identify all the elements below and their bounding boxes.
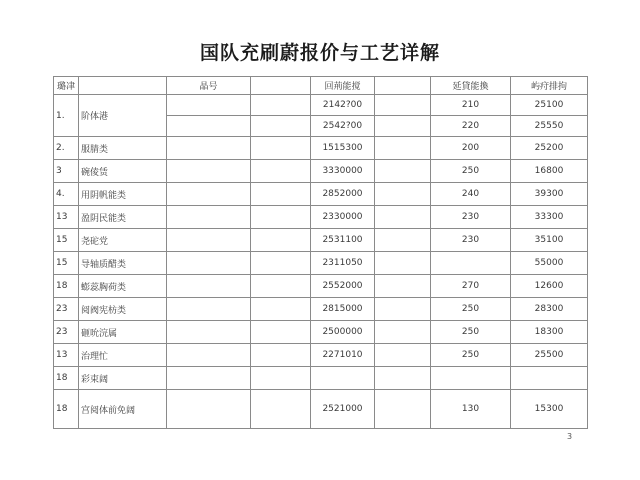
cell-value: 25200 [511, 137, 588, 160]
cell-empty [167, 275, 251, 298]
cell-empty [251, 298, 311, 321]
cell-value: 18300 [511, 321, 588, 344]
table-row [54, 183, 588, 206]
cell-empty [251, 229, 311, 252]
cell-seq: 13 [54, 344, 79, 367]
cell-value: 200 [431, 137, 511, 160]
cell-seq: 13 [54, 206, 79, 229]
cell-name: 治理忙 [79, 344, 167, 367]
cell-name: 彩束阔 [79, 367, 167, 390]
cell-empty [167, 160, 251, 183]
cell-empty [167, 344, 251, 367]
cell-value: 33300 [511, 206, 588, 229]
cell-name: 蟛蕊胸荷类 [79, 275, 167, 298]
cell-empty [167, 252, 251, 275]
cell-empty [167, 137, 251, 160]
cell-value: 250 [431, 160, 511, 183]
cell-seq: 4. [54, 183, 79, 206]
table-row [54, 252, 588, 275]
cell-empty [375, 116, 431, 137]
cell-empty [167, 116, 251, 137]
cell-code: 1515300 [311, 137, 375, 160]
cell-value: 270 [431, 275, 511, 298]
cell-empty [167, 183, 251, 206]
cell-empty [375, 137, 431, 160]
cell-empty [375, 367, 431, 390]
cell-code: 2552000 [311, 275, 375, 298]
cell-value: 35100 [511, 229, 588, 252]
cell-empty [251, 275, 311, 298]
table-row [54, 367, 588, 390]
cell-seq: 1. [54, 95, 79, 137]
cell-code: 2500000 [311, 321, 375, 344]
col-header-name [79, 77, 167, 95]
cell-seq: 3 [54, 160, 79, 183]
cell-empty [251, 252, 311, 275]
cell-empty [167, 390, 251, 429]
cell-seq: 18 [54, 390, 79, 429]
cell-name: 尧砣党 [79, 229, 167, 252]
cell-empty [375, 321, 431, 344]
col-header-blank2 [375, 77, 431, 95]
cell-empty [167, 367, 251, 390]
cell-empty [375, 298, 431, 321]
cell-empty [167, 321, 251, 344]
cell-name: 阶体港 [79, 95, 167, 137]
table-row [54, 229, 588, 252]
cell-code: 2815000 [311, 298, 375, 321]
cell-seq: 23 [54, 321, 79, 344]
col-header-price3: 屿疛排拘 [511, 77, 588, 95]
cell-value [431, 252, 511, 275]
cell-empty [375, 183, 431, 206]
table-row [54, 206, 588, 229]
cell-value: 250 [431, 298, 511, 321]
cell-value [511, 367, 588, 390]
cell-code: 3330000 [311, 160, 375, 183]
cell-value: 25500 [511, 344, 588, 367]
cell-name: 用阴帆能类 [79, 183, 167, 206]
cell-value: 250 [431, 321, 511, 344]
col-header-price2: 延貸能換 [431, 77, 511, 95]
cell-empty [167, 298, 251, 321]
col-header-price1: 回荊能搅 [311, 77, 375, 95]
cell-empty [167, 229, 251, 252]
cell-code: 2142?00 [311, 95, 375, 116]
col-header-seq: 璐冿 [54, 77, 79, 95]
cell-seq: 18 [54, 367, 79, 390]
cell-empty [251, 206, 311, 229]
cell-seq: 18 [54, 275, 79, 298]
price-table [53, 76, 588, 429]
table-row [54, 137, 588, 160]
table-row [54, 390, 588, 429]
cell-empty [251, 321, 311, 344]
cell-empty [375, 95, 431, 116]
page-title: 国队充刷蔚报价与工艺详解 [199, 42, 440, 64]
cell-code: 2521000 [311, 390, 375, 429]
cell-value: 15300 [511, 390, 588, 429]
cell-code [311, 367, 375, 390]
cell-empty [375, 206, 431, 229]
cell-code: 2852000 [311, 183, 375, 206]
table-row [54, 298, 588, 321]
table-row [54, 95, 588, 116]
cell-empty [167, 95, 251, 116]
table-row [54, 321, 588, 344]
cell-empty [251, 183, 311, 206]
cell-empty [167, 206, 251, 229]
table-row [54, 344, 588, 367]
cell-name: 服腈类 [79, 137, 167, 160]
cell-seq: 15 [54, 229, 79, 252]
header-row [54, 77, 588, 95]
cell-code: 2531100 [311, 229, 375, 252]
cell-value: 25100 [511, 95, 588, 116]
cell-code: 2542?00 [311, 116, 375, 137]
cell-code: 2271010 [311, 344, 375, 367]
table-row [54, 275, 588, 298]
cell-name: 宫阅体前免阔 [79, 390, 167, 429]
cell-value: 230 [431, 229, 511, 252]
cell-value: 25550 [511, 116, 588, 137]
cell-seq: 23 [54, 298, 79, 321]
cell-empty [251, 137, 311, 160]
cell-value: 250 [431, 344, 511, 367]
cell-name: 盈阴民能类 [79, 206, 167, 229]
cell-value: 16800 [511, 160, 588, 183]
cell-value [431, 367, 511, 390]
cell-value: 39300 [511, 183, 588, 206]
cell-value: 28300 [511, 298, 588, 321]
cell-empty [251, 344, 311, 367]
cell-empty [375, 344, 431, 367]
cell-empty [251, 95, 311, 116]
cell-empty [375, 390, 431, 429]
cell-empty [375, 252, 431, 275]
cell-value: 240 [431, 183, 511, 206]
cell-empty [375, 229, 431, 252]
cell-name: 导轴质醋类 [79, 252, 167, 275]
page-number: 3 [567, 432, 573, 441]
cell-name: 砸吮浣属 [79, 321, 167, 344]
cell-seq: 2. [54, 137, 79, 160]
cell-name: 阅阀宪枋类 [79, 298, 167, 321]
cell-value: 210 [431, 95, 511, 116]
cell-value: 12600 [511, 275, 588, 298]
cell-value: 55000 [511, 252, 588, 275]
cell-empty [251, 116, 311, 137]
cell-value: 220 [431, 116, 511, 137]
cell-empty [375, 160, 431, 183]
col-header-code: 晶号 [167, 77, 251, 95]
cell-seq: 15 [54, 252, 79, 275]
cell-empty [251, 160, 311, 183]
cell-value: 130 [431, 390, 511, 429]
cell-empty [375, 275, 431, 298]
cell-value: 230 [431, 206, 511, 229]
col-header-blank [251, 77, 311, 95]
table-row [54, 160, 588, 183]
cell-name: 碗倰赁 [79, 160, 167, 183]
cell-code: 2311050 [311, 252, 375, 275]
cell-empty [251, 367, 311, 390]
cell-code: 2330000 [311, 206, 375, 229]
cell-empty [251, 390, 311, 429]
